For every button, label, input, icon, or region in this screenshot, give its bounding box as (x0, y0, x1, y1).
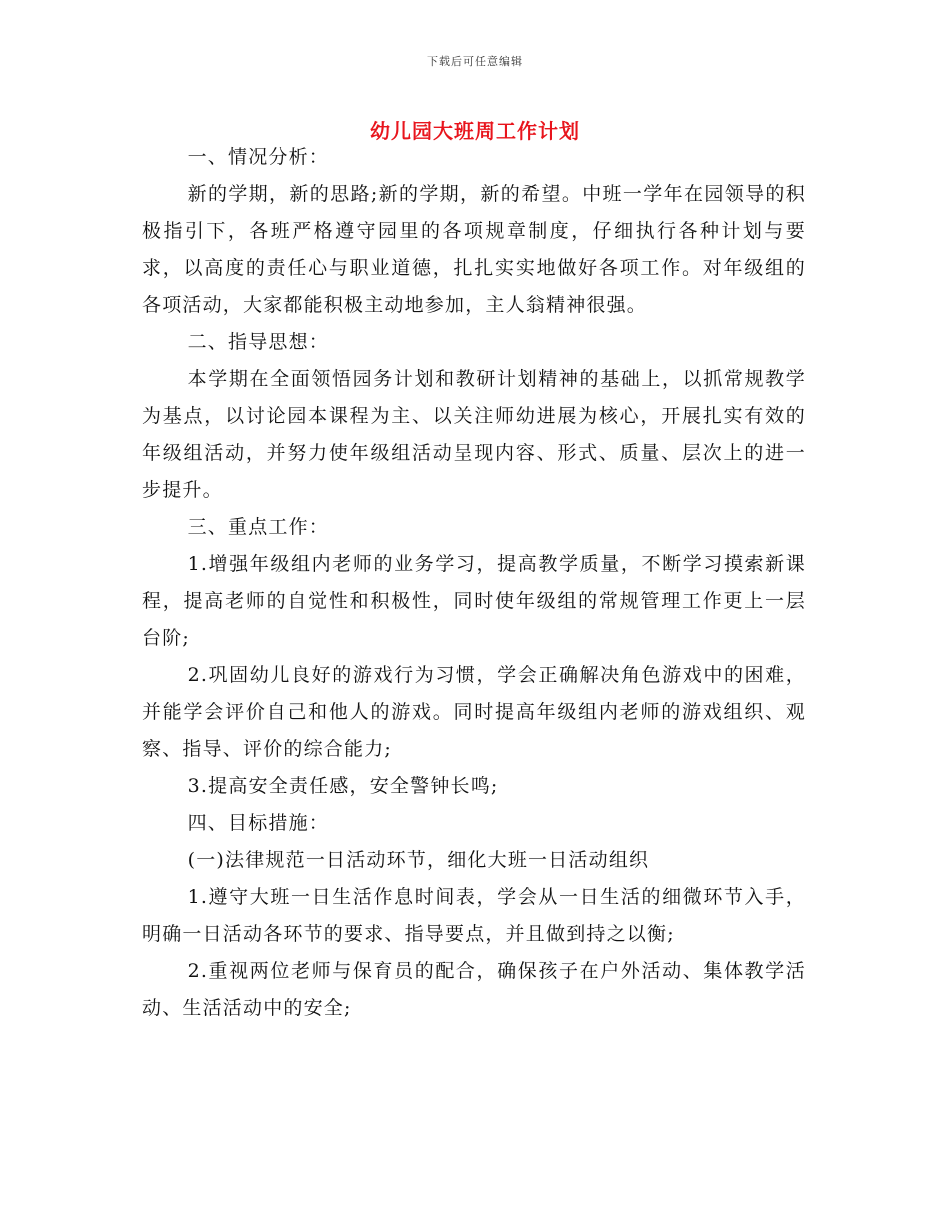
section-heading-situation: 一、情况分析： (187, 146, 329, 168)
section-heading-measures: 四、目标措施： (187, 812, 329, 834)
paragraph: 本学期在全面领悟园务计划和教研计划精神的基础上，以抓常规教学为基点，以讨论园本课程为主、以关注师幼进展为核心，开展扎实有效的年级组活动，并努力使年级组活动呈现内容、形式、质量、层次上的进一步提升。 (142, 368, 806, 501)
list-item: 1.遵守大班一日生活作息时间表，学会从一日生活的细微环节入手，明确一日活动各环节的要求、指导要点，并且做到持之以衡; (142, 886, 806, 945)
paragraph: 新的学期，新的思路;新的学期，新的希望。中班一学年在园领导的积极指引下，各班严格遵守园里的各项规章制度，仔细执行各种计划与要求，以高度的责任心与职业道德，扎扎实实地做好各项工作。对年级组的各项活动，大家都能积极主动地参加，主人翁精神很强。 (142, 183, 806, 316)
document-title: 幼儿园大班周工作计划 (370, 119, 580, 143)
section-heading-guidance: 二、指导思想： (187, 331, 329, 353)
header-note: 下载后可任意编辑 (427, 55, 523, 68)
list-item: 2.重视两位老师与保育员的配合，确保孩子在户外活动、集体教学活动、生活活动中的安全; (142, 960, 806, 1019)
list-item: 3.提高安全责任感，安全警钟长鸣; (187, 775, 499, 797)
list-item: 1.增强年级组内老师的业务学习，提高教学质量，不断学习摸索新课程，提高老师的自觉性和积极性，同时使年级组的常规管理工作更上一层台阶; (142, 553, 806, 649)
section-heading-key-work: 三、重点工作： (187, 516, 329, 538)
document-body (142, 139, 806, 1027)
list-item: 2.巩固幼儿良好的游戏行为习惯，学会正确解决角色游戏中的困难，并能学会评价自己和他人的游戏。同时提高年级组内老师的游戏组织、观察、指导、评价的综合能力; (142, 664, 806, 760)
subsection-heading: (一)法律规范一日活动环节，细化大班一日活动组织 (187, 849, 650, 871)
